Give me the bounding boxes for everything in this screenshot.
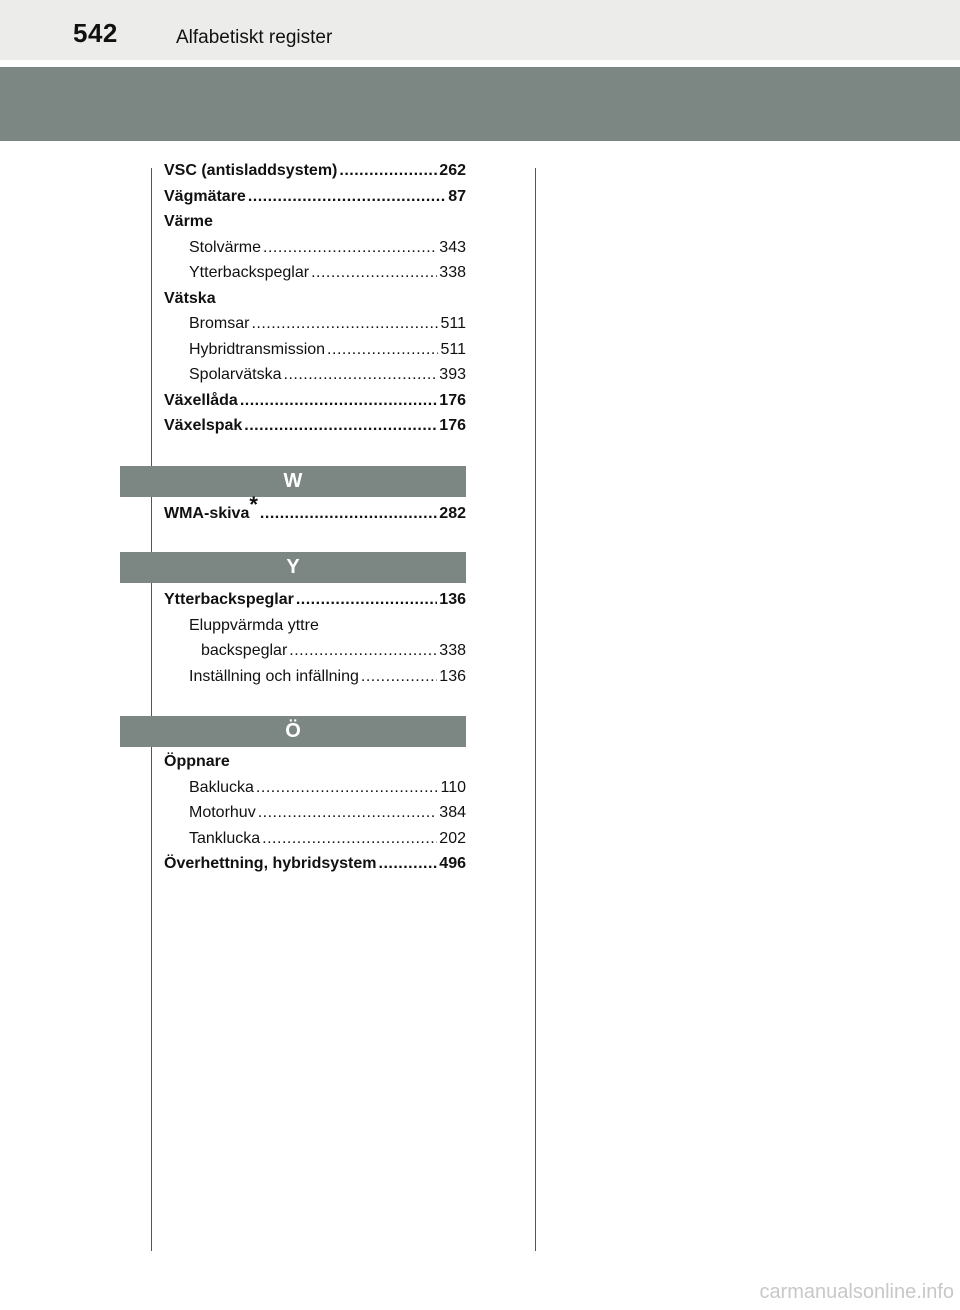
entry-text: Inställning och infällning [189, 667, 359, 685]
watermark: carmanualsonline.info [759, 1281, 954, 1303]
entry-text: Motorhuv [189, 804, 256, 821]
leader-dots [263, 235, 437, 261]
index-entry[interactable] [164, 388, 466, 414]
page-title: Alfabetiskt register [176, 27, 333, 48]
entry-page: 176 [439, 417, 466, 434]
leader-dots [262, 826, 437, 852]
index-entry[interactable] [164, 775, 466, 801]
entry-text: Ytterbackspeglar [164, 591, 294, 608]
leader-dots [327, 337, 438, 363]
page-header [0, 0, 960, 60]
index-section-w [164, 492, 466, 527]
entry-text: Spolarvätska [189, 366, 282, 383]
index-entry[interactable] [164, 184, 466, 210]
entry-text: Hybridtransmission [189, 340, 326, 358]
leader-dots [379, 851, 438, 877]
entry-text: Baklucka [189, 778, 254, 796]
entry-page: 393 [439, 366, 466, 383]
entry-text: Vägmätare [164, 187, 246, 205]
leader-dots [339, 158, 437, 184]
index-entry[interactable] [164, 664, 466, 690]
page-number: 542 [73, 18, 118, 48]
index-section-v [164, 158, 466, 439]
entry-page: 282 [439, 505, 466, 522]
index-section-o-umlaut [164, 749, 466, 877]
column-divider-left [151, 168, 152, 1251]
entry-page: 262 [439, 162, 466, 179]
index-heading: Värme [164, 213, 213, 230]
index-column [164, 158, 466, 439]
entry-text: Överhettning, hybridsystem [164, 855, 377, 872]
leader-dots [284, 362, 438, 388]
index-section-y [164, 587, 466, 689]
entry-text: VSC (antisladdsystem) [164, 162, 338, 179]
leader-dots [244, 413, 437, 439]
index-entry[interactable] [164, 362, 466, 388]
index-entry[interactable] [164, 311, 466, 337]
column-divider-right [535, 168, 536, 1251]
entry-page: 176 [439, 391, 466, 409]
index-heading: Vätska [164, 289, 216, 307]
entry-page: 338 [439, 264, 466, 281]
entry-text: WMA-skiva [164, 505, 250, 522]
entry-text: backspeglar [201, 642, 288, 659]
letter-heading-o-umlaut: Ö [120, 716, 466, 747]
leader-dots [251, 311, 438, 337]
letter-heading-w: W [120, 466, 466, 497]
letter-heading-y: Y [120, 552, 466, 583]
index-entry[interactable] [164, 158, 466, 184]
leader-dots [240, 388, 437, 414]
entry-page: 511 [440, 340, 466, 358]
header-band [0, 67, 960, 141]
entry-text: Stolvärme [189, 238, 262, 256]
index-entry[interactable] [164, 851, 466, 877]
entry-text: Växelspak [164, 417, 243, 434]
index-entry[interactable] [164, 800, 466, 826]
index-heading: Öppnare [164, 753, 230, 770]
leader-dots [311, 260, 437, 286]
leader-dots [248, 184, 446, 210]
index-subheading: Eluppvärmda yttre [189, 616, 319, 634]
entry-page: 136 [439, 591, 466, 608]
index-entry[interactable] [164, 587, 466, 613]
index-entry[interactable] [164, 260, 466, 286]
entry-text: Bromsar [189, 315, 250, 332]
leader-dots [296, 587, 437, 613]
leader-dots [260, 501, 437, 527]
entry-page: 384 [439, 804, 466, 821]
leader-dots [256, 775, 439, 801]
footnote-mark: * [249, 492, 258, 517]
index-entry[interactable] [164, 638, 466, 664]
index-entry[interactable] [164, 235, 466, 261]
leader-dots [289, 638, 437, 664]
entry-page: 110 [440, 778, 466, 796]
entry-page: 87 [448, 187, 466, 205]
entry-text: Växellåda [164, 391, 238, 409]
entry-text: Tanklucka [189, 829, 261, 847]
entry-page: 136 [439, 667, 466, 685]
entry-page: 202 [439, 829, 466, 847]
entry-page: 338 [439, 642, 466, 659]
entry-page: 511 [440, 315, 466, 332]
index-entry[interactable] [164, 413, 466, 439]
leader-dots [258, 800, 438, 826]
entry-page: 496 [439, 855, 466, 872]
leader-dots [361, 664, 437, 690]
entry-text: Ytterbackspeglar [189, 264, 310, 281]
index-entry[interactable] [164, 826, 466, 852]
index-entry[interactable] [164, 337, 466, 363]
entry-page: 343 [439, 238, 466, 256]
index-entry[interactable] [164, 492, 466, 527]
